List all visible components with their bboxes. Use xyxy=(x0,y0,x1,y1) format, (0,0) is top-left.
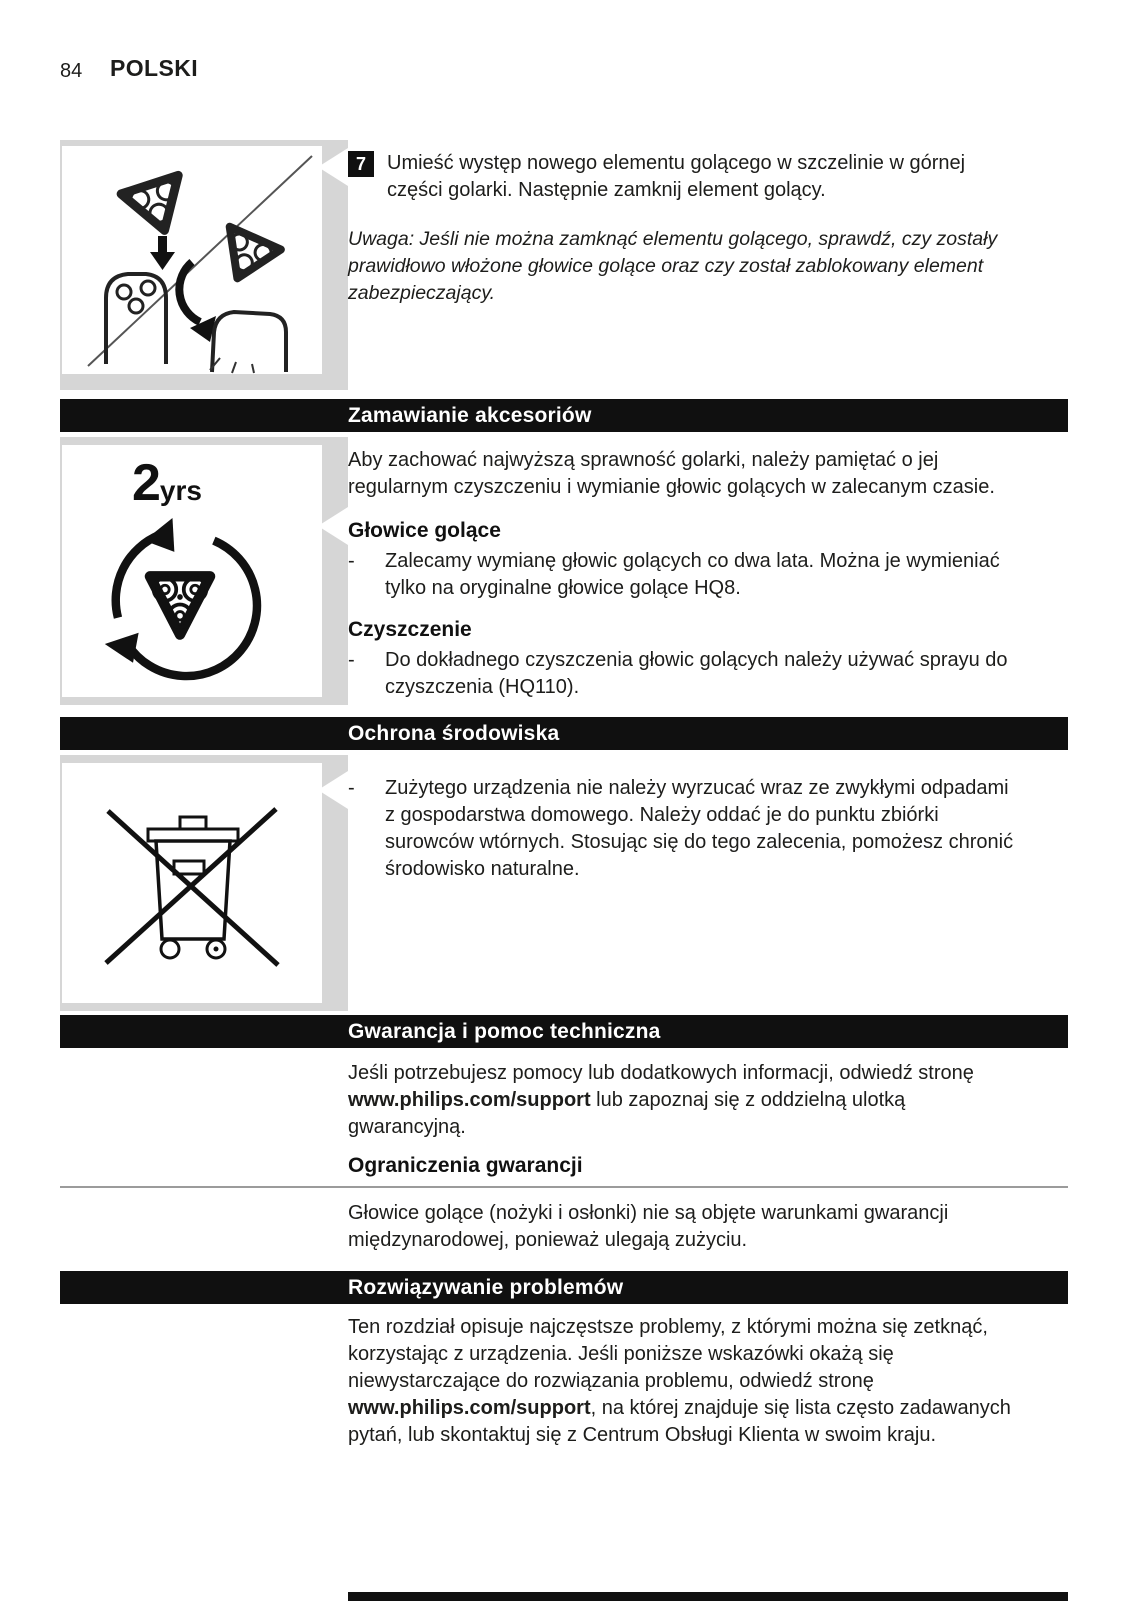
restrictions-content xyxy=(348,1200,1020,1254)
list-item-text: Zalecamy wymianę głowic golących co dwa lata. Można je wymieniać tylko na oryginalne głowice golące HQ8. xyxy=(385,550,1000,599)
restrictions-text: Głowice golące (nożyki i osłonki) nie są objęte warunkami gwarancji międzynarodowej, ponieważ ulegają zużyciu. xyxy=(348,1202,949,1251)
list-item-text: Do dokładnego czyszczenia głowic golących należy używać sprayu do czyszczenia (HQ110). xyxy=(385,649,1008,698)
section-title: Zamawianie akcesoriów xyxy=(348,403,592,427)
section-bar-guarantee xyxy=(60,1015,1068,1048)
step-item xyxy=(348,150,1020,204)
environment-content xyxy=(348,775,1020,883)
section-title: Rozwiązywanie problemów xyxy=(348,1275,624,1299)
note-text: Uwaga: Jeśli nie można zamknąć elementu golącego, sprawdź, czy zostały prawidłowo włożone głowice golące oraz czy został zablokowany element zabezpieczający. xyxy=(348,228,998,304)
section-bar-troubleshooting xyxy=(60,1271,1068,1304)
paragraph-text: Jeśli potrzebujesz pomocy lub dodatkowych informacji, odwiedź stronę xyxy=(348,1062,974,1084)
list-item-text: Zużytego urządzenia nie należy wyrzucać wraz ze zwykłymi odpadami z gospodarstwa domowego. Należy oddać je do punktu zbiórki surowców wtórnych. Stosując się do tego zalecenia, pomożesz chronić środowisko naturalne. xyxy=(385,777,1014,880)
list-item xyxy=(348,548,1020,602)
restrictions-heading: Ograniczenia gwarancji xyxy=(348,1154,583,1177)
bullet-marker: - xyxy=(348,649,355,671)
accessories-content xyxy=(348,447,1020,701)
section-bar-partial xyxy=(348,1592,1068,1601)
page-language-title: POLSKI xyxy=(110,55,199,81)
section-title: Gwarancja i pomoc techniczna xyxy=(348,1019,661,1043)
list-item xyxy=(348,647,1020,701)
bullet-marker: - xyxy=(348,777,355,799)
support-link[interactable]: www.philips.com/support xyxy=(348,1089,591,1111)
two-year-unit: yrs xyxy=(159,475,202,506)
step7-block xyxy=(348,150,1020,204)
list-item xyxy=(348,775,1020,883)
section-bar-accessories xyxy=(60,399,1068,432)
section-divider xyxy=(60,1186,1068,1188)
paragraph-text: lub zapoznaj się z oddzielną ulotką gwarancyjną. xyxy=(348,1089,906,1138)
guarantee-paragraph xyxy=(348,1060,1020,1141)
page-number: 84 xyxy=(60,60,83,82)
bullet-marker: - xyxy=(348,550,355,572)
cleaning-heading: Czyszczenie xyxy=(348,618,472,641)
two-year-replacement-cycle-icon xyxy=(82,503,278,691)
weee-crossed-out-bin-icon xyxy=(92,783,292,983)
callout-notch xyxy=(318,148,348,186)
troubleshooting-content xyxy=(348,1314,1024,1449)
troubleshooting-paragraph xyxy=(348,1314,1024,1449)
shaving-heads-heading: Głowice golące xyxy=(348,519,501,542)
step7-illustration-box xyxy=(62,146,322,374)
section-title: Ochrona środowiska xyxy=(348,721,560,745)
paragraph-text: , na której znajduje się lista często zadawanych pytań, lub skontaktuj się z Centrum Obsługi Klienta w swoim kraju. xyxy=(348,1397,1011,1446)
guarantee-content xyxy=(348,1060,1020,1141)
guarantee-restrictions-heading-block xyxy=(348,1152,1020,1179)
callout-notch xyxy=(318,507,348,545)
accessories-intro: Aby zachować najwyższą sprawność golarki, należy pamiętać o jej regularnym czyszczeniu i wymianie głowic golących w zalecanym czasie. xyxy=(348,449,995,498)
support-link[interactable]: www.philips.com/support xyxy=(348,1397,591,1419)
two-year-badge-box xyxy=(62,445,322,697)
step-text: Umieść występ nowego elementu golącego w szczelinie w górnej części golarki. Następnie zamknij element golący. xyxy=(387,152,966,201)
weee-symbol-box xyxy=(62,763,322,1003)
shaver-head-replacement-illustration xyxy=(62,146,322,374)
paragraph-text: Ten rozdział opisuje najczęstsze problemy, z którymi można się zetknąć, korzystając z urządzenia. Jeśli poniższe wskazówki okażą się niewystarczające do rozwiązania problemu, odwiedź stronę xyxy=(348,1316,988,1392)
callout-notch xyxy=(318,771,348,809)
step7-note-block xyxy=(348,226,1012,307)
step-number-badge: 7 xyxy=(348,151,374,177)
two-year-number: 2 xyxy=(132,454,160,512)
section-bar-environment xyxy=(60,717,1068,750)
